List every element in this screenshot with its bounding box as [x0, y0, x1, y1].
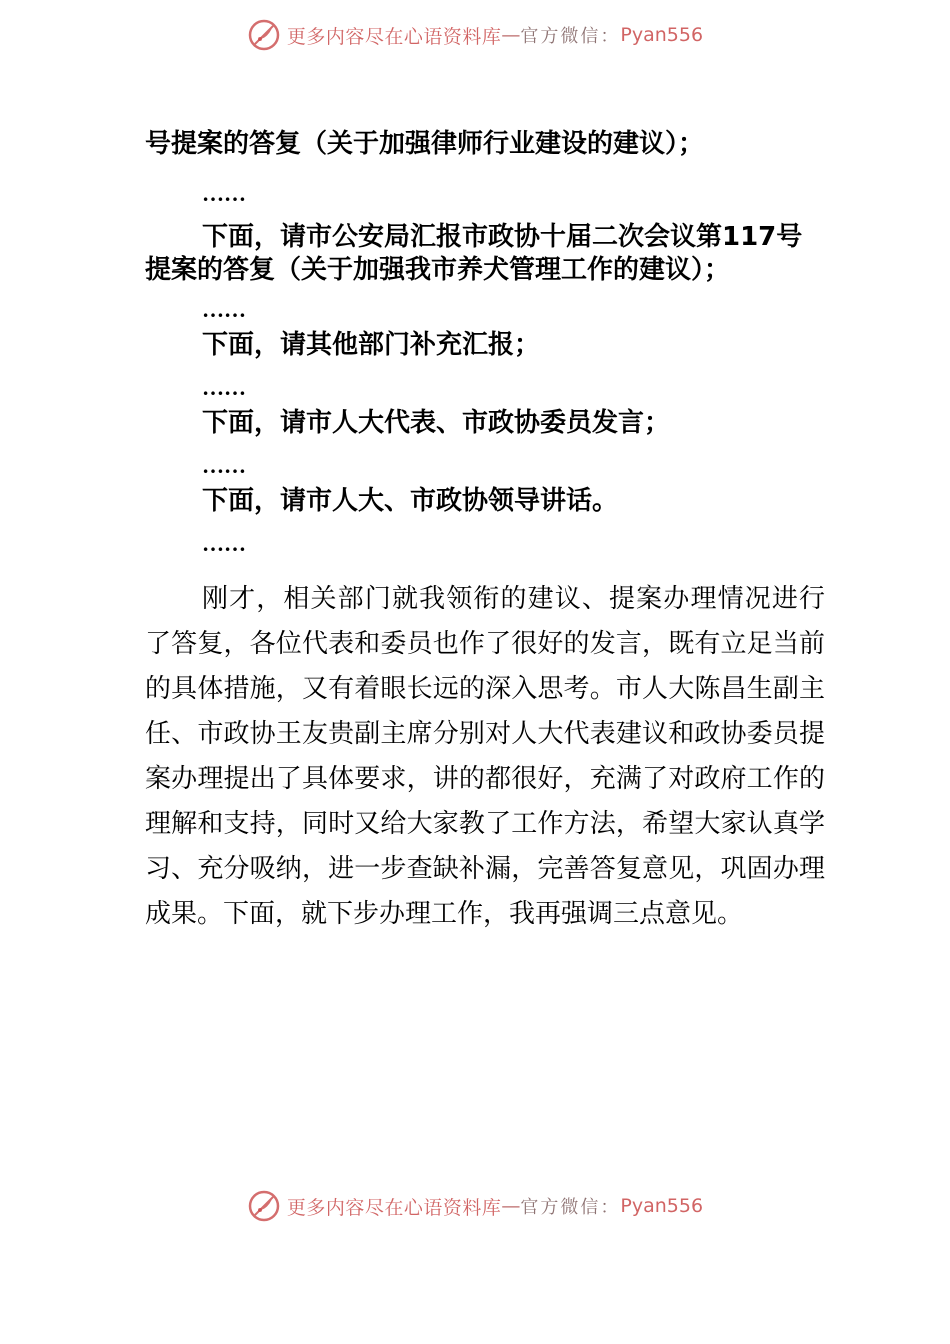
ellipsis-1: ……	[202, 181, 246, 206]
watermark-official: 官方微信：	[520, 1197, 621, 1218]
watermark-separator: —	[501, 1195, 521, 1217]
watermark-handle: Pyan556	[620, 24, 704, 46]
ellipsis-5: ……	[202, 531, 246, 556]
document-body	[145, 128, 825, 937]
watermark-brand: 更多内容尽在心语资料库	[286, 25, 502, 48]
line-leaders-speak: 下面，请市人大、市政协领导讲话。	[202, 486, 619, 516]
ellipsis-4: ……	[202, 453, 246, 478]
line-lawyer-proposal: 号提案的答复（关于加强律师行业建设的建议）；	[145, 129, 705, 159]
watermark-official: 官方微信：	[520, 26, 621, 47]
watermark-handle: Pyan556	[620, 1195, 704, 1217]
header-watermark	[0, 15, 950, 55]
line-police-report: 下面，请市公安局汇报市政协十届二次会议第117号提案的答复（关于加强我市养犬管理工作的建议）；	[145, 222, 803, 285]
ellipsis-3: ……	[202, 375, 246, 400]
watermark-separator: —	[501, 24, 521, 46]
line-other-departments: 下面，请其他部门补充汇报；	[202, 330, 541, 360]
ellipsis-2: ……	[202, 297, 246, 322]
line-delegates-speak: 下面，请市人大代表、市政协委员发言；	[202, 408, 671, 438]
quill-logo-icon	[247, 1189, 281, 1223]
quill-logo-icon	[247, 18, 281, 52]
watermark-brand: 更多内容尽在心语资料库	[286, 1196, 502, 1219]
summary-paragraph: 刚才，相关部门就我领衔的建议、提案办理情况进行了答复，各位代表和委员也作了很好的发言，既有立足当前的具体措施，又有着眼长远的深入思考。市人大陈昌生副主任、市政协王友贵副主席分别对人大代表建议和政协委员提案办理提出了具体要求，讲的都很好，充满了对政府工作的理解和支持，同时又给大家教了工作方法，希望大家认真学习、充分吸纳，进一步查缺补漏，完善答复意见，巩固办理成果。下面，就下步办理工作，我再强调三点意见。	[145, 584, 825, 929]
footer-watermark	[0, 1186, 950, 1226]
